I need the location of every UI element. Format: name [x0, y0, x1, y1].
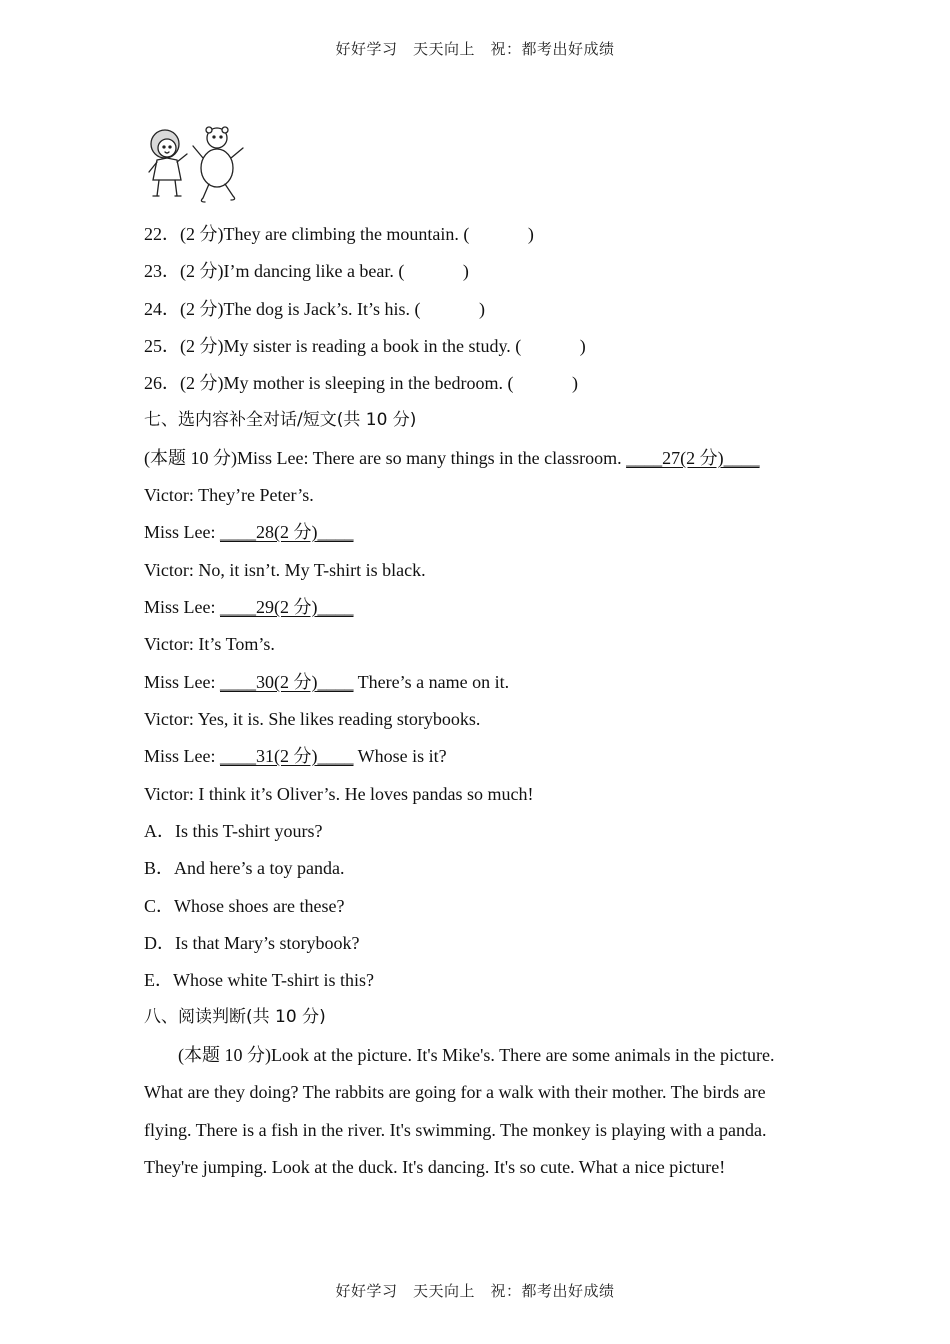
- dialogue-line: Victor: It’s Tom’s.: [144, 634, 275, 654]
- dialogue-line: [144, 745, 447, 767]
- question-26: 26．(2 分)My mother is sleeping in the bedroom. ( ): [144, 373, 578, 393]
- speaker: Miss Lee:: [144, 746, 220, 766]
- dialogue-intro: [144, 447, 760, 469]
- question-25: 25．(2 分)My sister is reading a book in the study. ( ): [144, 336, 586, 356]
- page-footer: 好好学习 天天向上 祝：都考出好成绩: [335, 1282, 615, 1300]
- dialogue-line: [144, 671, 509, 693]
- dialogue-line: Victor: They’re Peter’s.: [144, 485, 314, 505]
- question-22: 22．(2 分)They are climbing the mountain. ( ): [144, 224, 534, 244]
- blank-31: ____31(2 分)____: [220, 746, 354, 766]
- dialogue-line: [144, 521, 354, 543]
- option-b: B．And here’s a toy panda.: [144, 858, 345, 878]
- blank-28: ____28(2 分)____: [220, 522, 354, 542]
- section-7-title: 七、选内容补全对话/短文(共 10 分): [144, 410, 417, 430]
- reading-passage: (本题 10 分)Look at the picture. It's Mike's. There are some animals in the picture. What are they doing? The rabbits are going for a walk with their mother. The birds are flying. There is a fish in the river. It's swimming. The monkey is playing with a panda. They're jumping. Look at the duck. It's dancing. It's so cute. What a nice picture!: [144, 1045, 775, 1177]
- dialogue-text: Whose is it?: [353, 746, 447, 766]
- girl-and-bear-dancing-illustration: [145, 124, 250, 208]
- option-d: D．Is that Mary’s storybook?: [144, 933, 360, 953]
- dialogue-line: [144, 596, 354, 618]
- blank-30: ____30(2 分)____: [220, 672, 354, 692]
- question-23: 23．(2 分)I’m dancing like a bear. ( ): [144, 261, 469, 281]
- dialogue-line: Victor: No, it isn’t. My T-shirt is black.: [144, 560, 426, 580]
- speaker: Miss Lee:: [144, 597, 220, 617]
- dialogue-line: Victor: Yes, it is. She likes reading storybooks.: [144, 709, 481, 729]
- intro-text: (本题 10 分)Miss Lee: There are so many things in the classroom.: [144, 448, 627, 468]
- speaker: Miss Lee:: [144, 672, 220, 692]
- blank-27: ____27(2 分)____: [626, 448, 760, 468]
- blank-29: ____29(2 分)____: [220, 597, 354, 617]
- option-c: C．Whose shoes are these?: [144, 896, 345, 916]
- option-a: A．Is this T-shirt yours?: [144, 821, 323, 841]
- speaker: Miss Lee:: [144, 522, 220, 542]
- option-e: E．Whose white T-shirt is this?: [144, 970, 374, 990]
- question-24: 24．(2 分)The dog is Jack’s. It’s his. ( ): [144, 299, 485, 319]
- dialogue-text: There’s a name on it.: [353, 672, 510, 692]
- section-8-title: 八、阅读判断(共 10 分): [144, 1007, 326, 1027]
- dialogue-line: Victor: I think it’s Oliver’s. He loves pandas so much!: [144, 784, 534, 804]
- page-header: 好好学习 天天向上 祝：都考出好成绩: [335, 40, 615, 58]
